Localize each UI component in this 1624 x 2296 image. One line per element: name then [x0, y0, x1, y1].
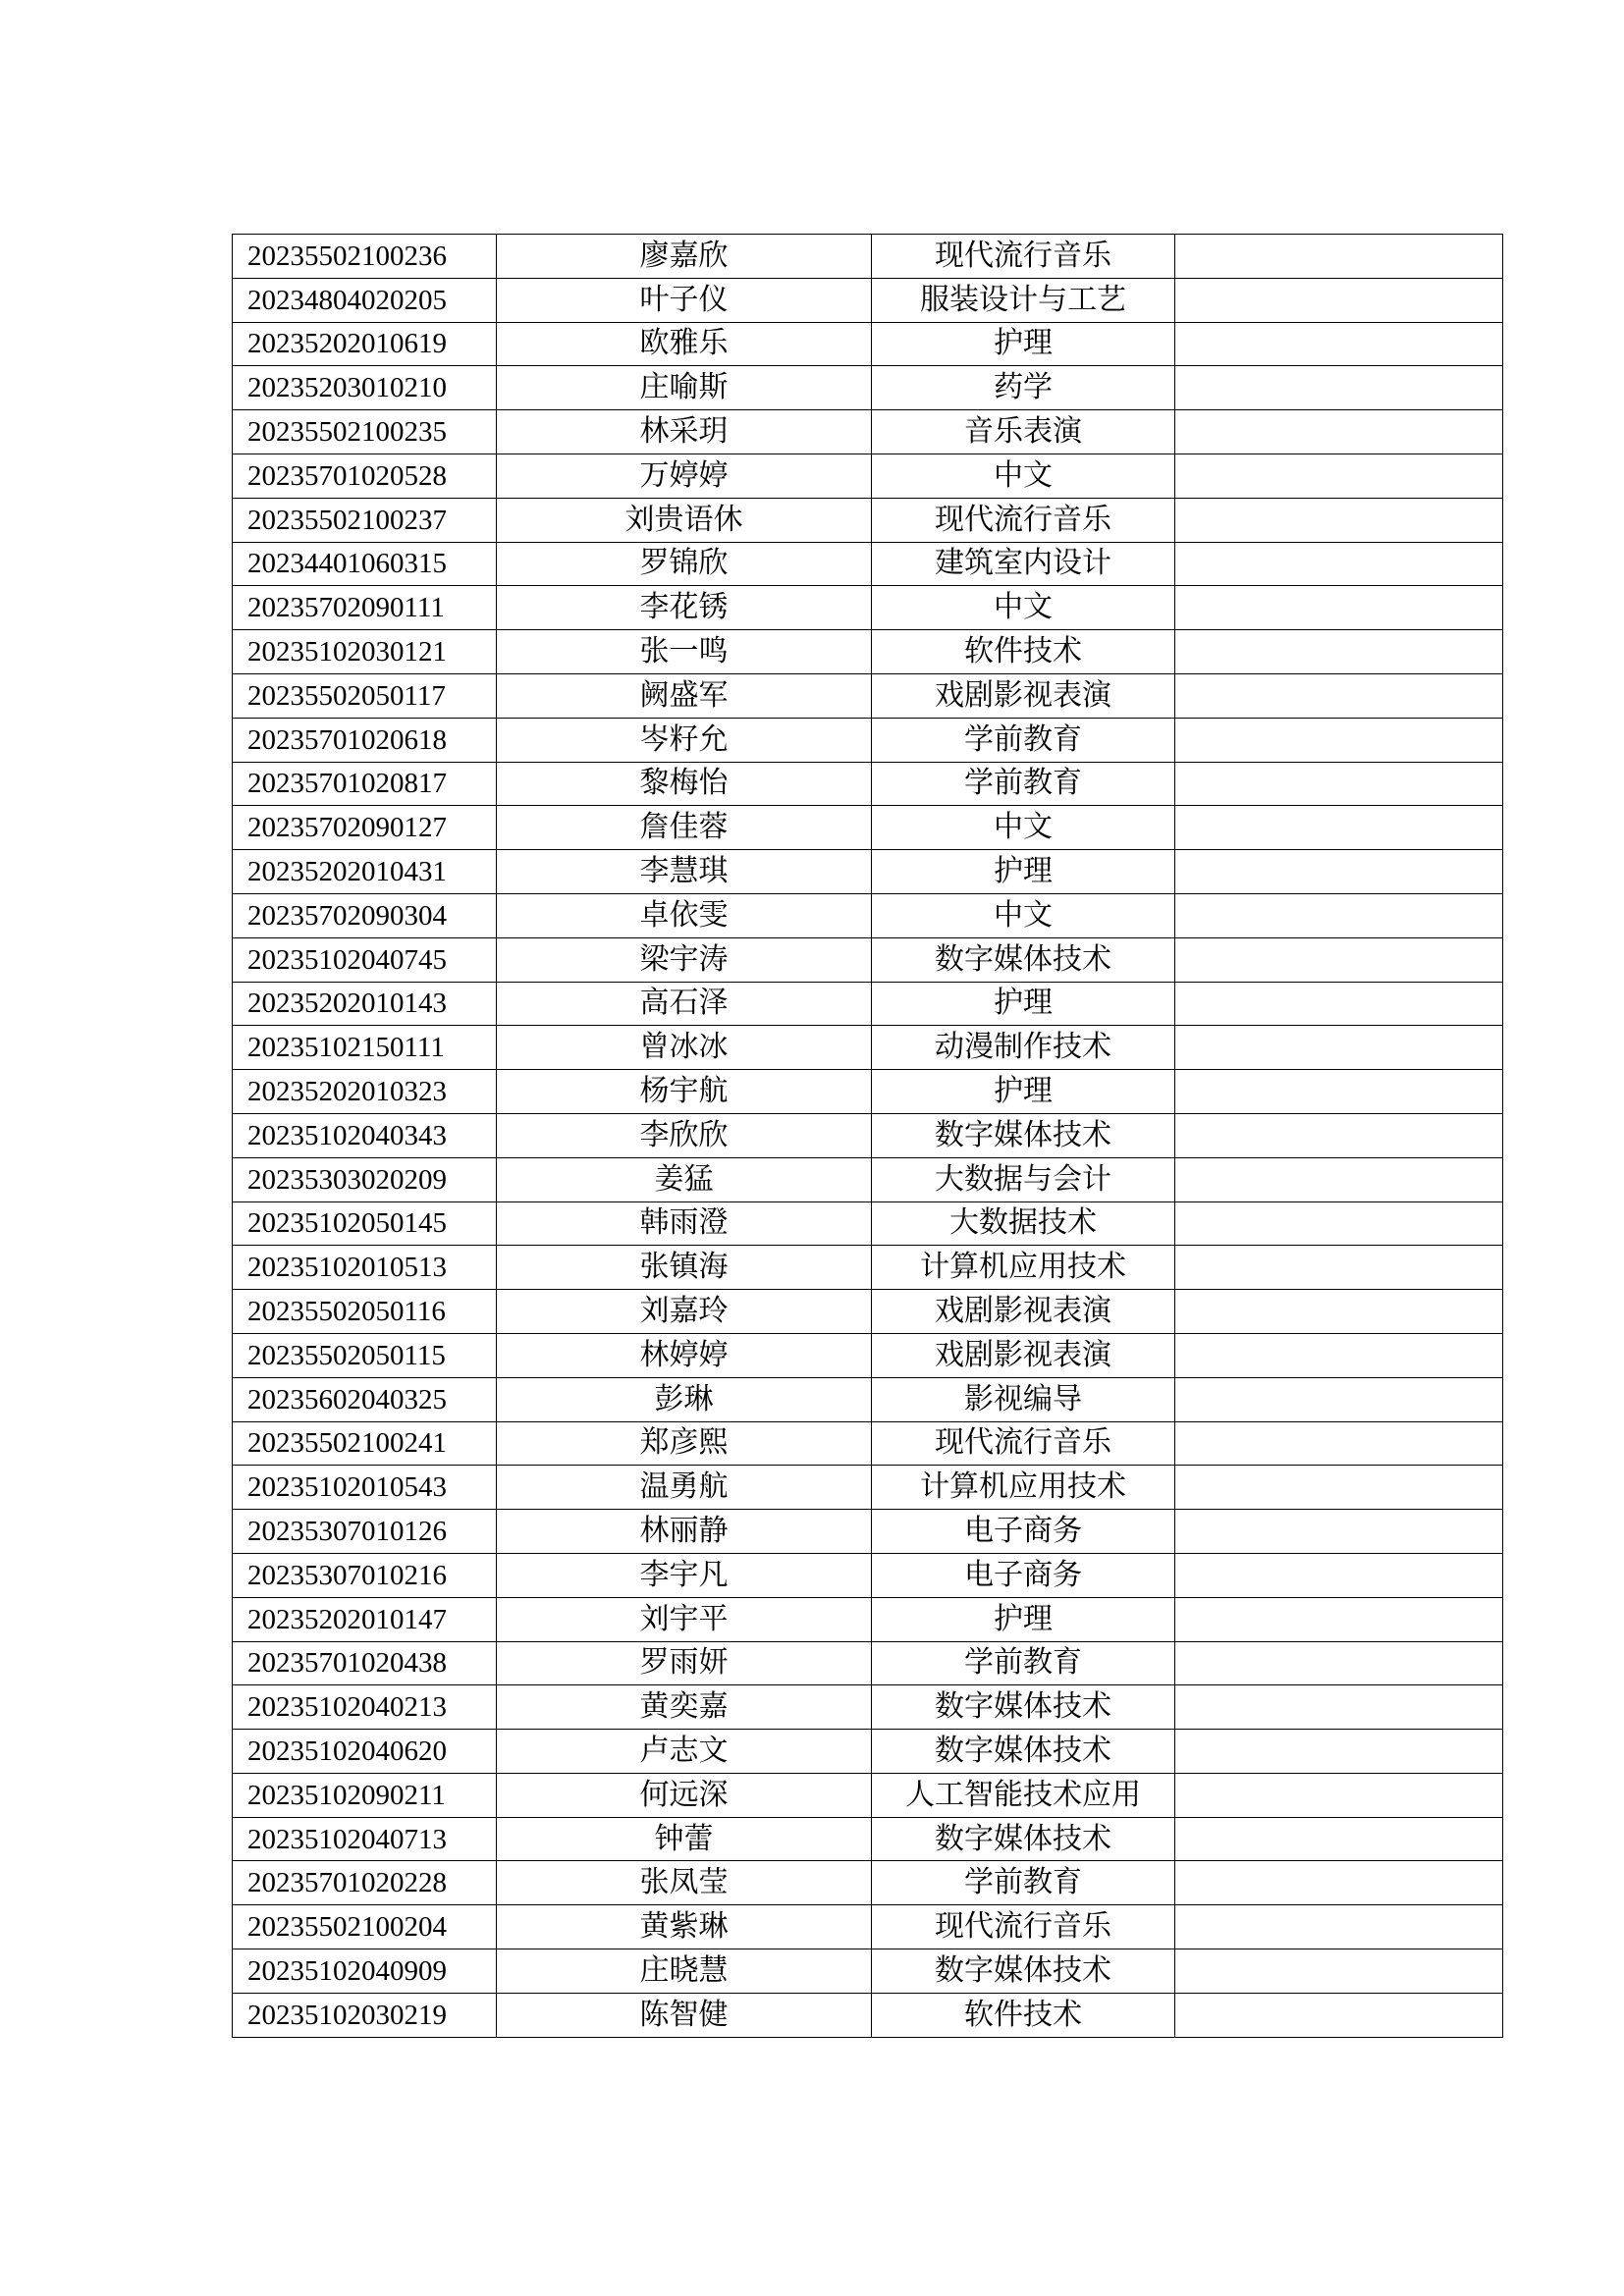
note-cell — [1175, 1949, 1503, 1994]
table-row — [233, 1333, 1503, 1377]
student-name-cell: 庄喻斯 — [497, 366, 872, 410]
table-row — [233, 1246, 1503, 1290]
major-cell: 中文 — [872, 893, 1175, 937]
table-row — [233, 806, 1503, 850]
table-row — [233, 1553, 1503, 1597]
student-id-cell: 20235303020209 — [233, 1157, 497, 1201]
student-name-cell: 高石泽 — [497, 982, 872, 1026]
student-roster-table — [232, 234, 1503, 2038]
table-row — [233, 235, 1503, 279]
student-name-cell: 李宇凡 — [497, 1553, 872, 1597]
note-cell — [1175, 1201, 1503, 1246]
note-cell — [1175, 937, 1503, 982]
student-name-cell: 庄晓慧 — [497, 1949, 872, 1994]
student-id-cell: 20235102010543 — [233, 1466, 497, 1510]
student-id-cell: 20235701020817 — [233, 762, 497, 806]
note-cell — [1175, 235, 1503, 279]
note-cell — [1175, 1993, 1503, 2037]
student-name-cell: 姜猛 — [497, 1157, 872, 1201]
major-cell: 电子商务 — [872, 1510, 1175, 1554]
student-id-cell: 20235701020228 — [233, 1861, 497, 1905]
student-name-cell: 杨宇航 — [497, 1070, 872, 1114]
student-name-cell: 罗雨妍 — [497, 1641, 872, 1685]
table-row — [233, 1466, 1503, 1510]
student-id-cell: 20235602040325 — [233, 1377, 497, 1421]
major-cell: 学前教育 — [872, 1861, 1175, 1905]
major-cell: 人工智能技术应用 — [872, 1773, 1175, 1817]
student-name-cell: 张镇海 — [497, 1246, 872, 1290]
table-row — [233, 982, 1503, 1026]
student-name-cell: 钟蕾 — [497, 1817, 872, 1861]
student-id-cell: 20234401060315 — [233, 542, 497, 586]
note-cell — [1175, 410, 1503, 454]
major-cell: 现代流行音乐 — [872, 1421, 1175, 1466]
table-row — [233, 1730, 1503, 1774]
major-cell: 中文 — [872, 806, 1175, 850]
student-name-cell: 林丽静 — [497, 1510, 872, 1554]
note-cell — [1175, 1246, 1503, 1290]
student-name-cell: 黄奕嘉 — [497, 1685, 872, 1730]
major-cell: 建筑室内设计 — [872, 542, 1175, 586]
table-row — [233, 410, 1503, 454]
table-row — [233, 937, 1503, 982]
student-name-cell: 张凤莹 — [497, 1861, 872, 1905]
student-name-cell: 彭琳 — [497, 1377, 872, 1421]
table-row — [233, 1817, 1503, 1861]
table-row — [233, 673, 1503, 718]
table-row — [233, 542, 1503, 586]
note-cell — [1175, 1553, 1503, 1597]
student-id-cell: 20235701020528 — [233, 454, 497, 498]
student-id-cell: 20235307010216 — [233, 1553, 497, 1597]
table-row — [233, 1026, 1503, 1070]
table-row — [233, 1861, 1503, 1905]
major-cell: 动漫制作技术 — [872, 1026, 1175, 1070]
student-name-cell: 温勇航 — [497, 1466, 872, 1510]
student-name-cell: 陈智健 — [497, 1993, 872, 2037]
table-row — [233, 893, 1503, 937]
note-cell — [1175, 586, 1503, 630]
major-cell: 护理 — [872, 1070, 1175, 1114]
student-id-cell: 20235102040713 — [233, 1817, 497, 1861]
note-cell — [1175, 630, 1503, 674]
table-row — [233, 1685, 1503, 1730]
note-cell — [1175, 1817, 1503, 1861]
student-id-cell: 20235203010210 — [233, 366, 497, 410]
major-cell: 数字媒体技术 — [872, 1730, 1175, 1774]
note-cell — [1175, 1113, 1503, 1157]
student-id-cell: 20235102090211 — [233, 1773, 497, 1817]
note-cell — [1175, 366, 1503, 410]
student-name-cell: 郑彦熙 — [497, 1421, 872, 1466]
table-row — [233, 718, 1503, 762]
student-id-cell: 20235701020438 — [233, 1641, 497, 1685]
major-cell: 数字媒体技术 — [872, 1817, 1175, 1861]
note-cell — [1175, 806, 1503, 850]
student-name-cell: 刘嘉玲 — [497, 1290, 872, 1334]
student-id-cell: 20235502100241 — [233, 1421, 497, 1466]
note-cell — [1175, 1730, 1503, 1774]
major-cell: 戏剧影视表演 — [872, 1290, 1175, 1334]
major-cell: 音乐表演 — [872, 410, 1175, 454]
student-name-cell: 黄紫琳 — [497, 1905, 872, 1949]
table-row — [233, 586, 1503, 630]
note-cell — [1175, 1685, 1503, 1730]
note-cell — [1175, 322, 1503, 366]
table-row — [233, 1421, 1503, 1466]
student-name-cell: 张一鸣 — [497, 630, 872, 674]
major-cell: 戏剧影视表演 — [872, 1333, 1175, 1377]
student-id-cell: 20235502050115 — [233, 1333, 497, 1377]
table-row — [233, 1113, 1503, 1157]
student-id-cell: 20235102030219 — [233, 1993, 497, 2037]
table-row — [233, 454, 1503, 498]
major-cell: 影视编导 — [872, 1377, 1175, 1421]
student-id-cell: 20235702090127 — [233, 806, 497, 850]
table-row — [233, 1510, 1503, 1554]
student-id-cell: 20235102030121 — [233, 630, 497, 674]
table-row — [233, 498, 1503, 542]
student-name-cell: 卢志文 — [497, 1730, 872, 1774]
roster-body — [233, 235, 1503, 2038]
student-id-cell: 20235102040343 — [233, 1113, 497, 1157]
note-cell — [1175, 1333, 1503, 1377]
note-cell — [1175, 1861, 1503, 1905]
student-name-cell: 李慧琪 — [497, 850, 872, 894]
major-cell: 戏剧影视表演 — [872, 673, 1175, 718]
student-name-cell: 叶子仪 — [497, 278, 872, 322]
major-cell: 中文 — [872, 586, 1175, 630]
note-cell — [1175, 718, 1503, 762]
table-row — [233, 1597, 1503, 1641]
note-cell — [1175, 762, 1503, 806]
student-id-cell: 20235502100235 — [233, 410, 497, 454]
major-cell: 护理 — [872, 850, 1175, 894]
note-cell — [1175, 1773, 1503, 1817]
major-cell: 电子商务 — [872, 1553, 1175, 1597]
major-cell: 现代流行音乐 — [872, 498, 1175, 542]
note-cell — [1175, 982, 1503, 1026]
table-row — [233, 1905, 1503, 1949]
note-cell — [1175, 542, 1503, 586]
major-cell: 计算机应用技术 — [872, 1246, 1175, 1290]
note-cell — [1175, 278, 1503, 322]
student-name-cell: 韩雨澄 — [497, 1201, 872, 1246]
student-id-cell: 20235102050145 — [233, 1201, 497, 1246]
student-name-cell: 梁宇涛 — [497, 937, 872, 982]
table-row — [233, 1641, 1503, 1685]
major-cell: 现代流行音乐 — [872, 1905, 1175, 1949]
student-id-cell: 20235202010431 — [233, 850, 497, 894]
student-id-cell: 20235102150111 — [233, 1026, 497, 1070]
major-cell: 护理 — [872, 982, 1175, 1026]
note-cell — [1175, 1290, 1503, 1334]
student-name-cell: 刘宇平 — [497, 1597, 872, 1641]
student-name-cell: 林采玥 — [497, 410, 872, 454]
student-name-cell: 何远深 — [497, 1773, 872, 1817]
student-name-cell: 黎梅怡 — [497, 762, 872, 806]
student-name-cell: 李欣欣 — [497, 1113, 872, 1157]
major-cell: 护理 — [872, 1597, 1175, 1641]
major-cell: 服装设计与工艺 — [872, 278, 1175, 322]
student-id-cell: 20235102040745 — [233, 937, 497, 982]
major-cell: 数字媒体技术 — [872, 1685, 1175, 1730]
student-id-cell: 20235102040213 — [233, 1685, 497, 1730]
note-cell — [1175, 673, 1503, 718]
major-cell: 中文 — [872, 454, 1175, 498]
note-cell — [1175, 893, 1503, 937]
major-cell: 学前教育 — [872, 1641, 1175, 1685]
major-cell: 学前教育 — [872, 718, 1175, 762]
major-cell: 学前教育 — [872, 762, 1175, 806]
student-id-cell: 20235202010619 — [233, 322, 497, 366]
note-cell — [1175, 1377, 1503, 1421]
note-cell — [1175, 498, 1503, 542]
student-id-cell: 20235502100236 — [233, 235, 497, 279]
major-cell: 大数据技术 — [872, 1201, 1175, 1246]
table-row — [233, 278, 1503, 322]
note-cell — [1175, 1510, 1503, 1554]
table-row — [233, 630, 1503, 674]
student-id-cell: 20234804020205 — [233, 278, 497, 322]
major-cell: 计算机应用技术 — [872, 1466, 1175, 1510]
student-id-cell: 20235502100237 — [233, 498, 497, 542]
student-id-cell: 20235502100204 — [233, 1905, 497, 1949]
student-id-cell: 20235702090111 — [233, 586, 497, 630]
note-cell — [1175, 1421, 1503, 1466]
major-cell: 护理 — [872, 322, 1175, 366]
note-cell — [1175, 850, 1503, 894]
table-row — [233, 1070, 1503, 1114]
major-cell: 软件技术 — [872, 630, 1175, 674]
major-cell: 数字媒体技术 — [872, 1113, 1175, 1157]
table-row — [233, 1949, 1503, 1994]
student-name-cell: 詹佳蓉 — [497, 806, 872, 850]
student-name-cell: 欧雅乐 — [497, 322, 872, 366]
major-cell: 数字媒体技术 — [872, 1949, 1175, 1994]
table-row — [233, 1157, 1503, 1201]
student-id-cell: 20235202010143 — [233, 982, 497, 1026]
table-row — [233, 322, 1503, 366]
student-id-cell: 20235202010323 — [233, 1070, 497, 1114]
table-row — [233, 1377, 1503, 1421]
student-id-cell: 20235102040620 — [233, 1730, 497, 1774]
note-cell — [1175, 1641, 1503, 1685]
table-row — [233, 366, 1503, 410]
student-name-cell: 刘贵语休 — [497, 498, 872, 542]
student-id-cell: 20235502050117 — [233, 673, 497, 718]
note-cell — [1175, 1026, 1503, 1070]
student-id-cell: 20235702090304 — [233, 893, 497, 937]
note-cell — [1175, 1597, 1503, 1641]
major-cell: 数字媒体技术 — [872, 937, 1175, 982]
student-id-cell: 20235202010147 — [233, 1597, 497, 1641]
table-row — [233, 850, 1503, 894]
student-name-cell: 岑籽允 — [497, 718, 872, 762]
table-row — [233, 762, 1503, 806]
student-id-cell: 20235102040909 — [233, 1949, 497, 1994]
major-cell: 大数据与会计 — [872, 1157, 1175, 1201]
student-name-cell: 万婷婷 — [497, 454, 872, 498]
student-id-cell: 20235102010513 — [233, 1246, 497, 1290]
student-id-cell: 20235307010126 — [233, 1510, 497, 1554]
major-cell: 药学 — [872, 366, 1175, 410]
note-cell — [1175, 1157, 1503, 1201]
student-id-cell: 20235502050116 — [233, 1290, 497, 1334]
student-name-cell: 卓依雯 — [497, 893, 872, 937]
note-cell — [1175, 1466, 1503, 1510]
student-name-cell: 廖嘉欣 — [497, 235, 872, 279]
major-cell: 软件技术 — [872, 1993, 1175, 2037]
table-row — [233, 1993, 1503, 2037]
student-name-cell: 阙盛军 — [497, 673, 872, 718]
table-row — [233, 1290, 1503, 1334]
student-id-cell: 20235701020618 — [233, 718, 497, 762]
table-row — [233, 1773, 1503, 1817]
note-cell — [1175, 454, 1503, 498]
student-name-cell: 林婷婷 — [497, 1333, 872, 1377]
note-cell — [1175, 1905, 1503, 1949]
student-name-cell: 曾冰冰 — [497, 1026, 872, 1070]
major-cell: 现代流行音乐 — [872, 235, 1175, 279]
student-name-cell: 李花锈 — [497, 586, 872, 630]
note-cell — [1175, 1070, 1503, 1114]
table-row — [233, 1201, 1503, 1246]
student-name-cell: 罗锦欣 — [497, 542, 872, 586]
